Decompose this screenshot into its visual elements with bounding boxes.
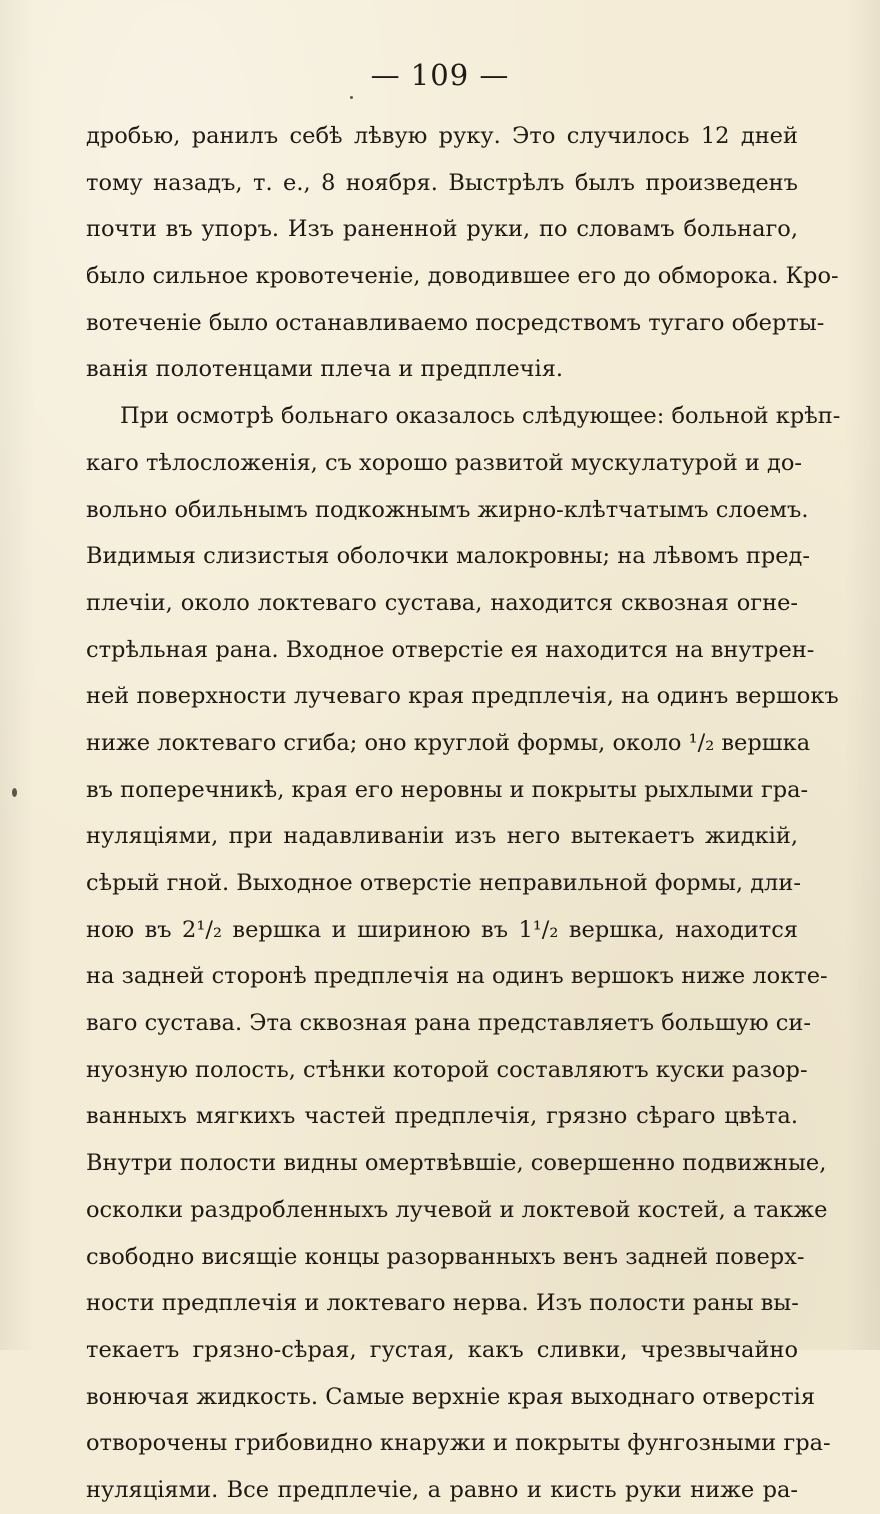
text-line: ванія полотенцами плеча и предплечія. [86,356,564,383]
text-line: свободно висящіе концы разорванныхъ венъ задней поверх- [86,1243,805,1270]
text-line: нуляціями, при надавливаніи изъ него вытекаетъ жидкій, [86,823,798,850]
text-line: тому назадъ, т. е., 8 ноября. Выстрѣлъ былъ произведенъ [86,169,798,196]
ink-speck [12,788,17,797]
text-line: на задней сторонѣ предплечія на одинъ вершокъ ниже локте- [86,963,828,990]
text-line: плечіи, около локтеваго сустава, находится сквозная огне- [86,589,798,616]
text-line: вотеченіе было останавливаемо посредствомъ тугаго оберты- [86,309,825,336]
text-line: текаетъ грязно-сѣрая, густая, какъ сливки, чрезвычайно [86,1336,798,1363]
text-line: стрѣльная рана. Входное отверстіе ея находится на внутрен- [86,636,815,663]
text-line: ниже локтеваго сгиба; оно круглой формы, около ¹/₂ вершка [86,729,811,756]
text-line: нуозную полость, стѣнки которой составляютъ куски разор- [86,1056,808,1083]
text-line: ванныхъ мягкихъ частей предплечія, грязно сѣраго цвѣта. [86,1103,798,1130]
page-number: — 109 — [370,58,510,92]
text-line: Видимыя слизистыя оболочки малокровны; на лѣвомъ пред- [86,543,811,570]
text-line: почти въ упоръ. Изъ раненной руки, по словамъ больнаго, [86,216,798,243]
body-text [86,113,841,1514]
text-line: вольно обильнымъ подкожнымъ жирно-клѣтчатымъ слоемъ. [86,496,809,523]
text-line: каго тѣлосложенія, съ хорошо развитой мускулатурой и до- [86,449,803,476]
text-line: нуляціями. Все предплечіе, а равно и кисть руки ниже ра- [86,1476,798,1503]
text-line: ною въ 2¹/₂ вершка и шириною въ 1¹/₂ вершка, находится [86,916,798,943]
text-line: было сильное кровотеченіе, доводившее его до обморока. Кро- [86,263,839,290]
text-line: сѣрый гной. Выходное отверстіе неправильной формы, дли- [86,870,801,896]
text-line: въ поперечникѣ, края его неровны и покрыты рыхлыми гра- [86,776,809,803]
text-line: осколки раздробленныхъ лучевой и локтевой костей, а также [86,1196,828,1223]
text-line: отворочены грибовидно кнаружи и покрыты фунгозными гра- [86,1430,831,1457]
text-line: ней поверхности лучеваго края предплечія, на одинъ вершокъ [86,683,839,710]
text-line: дробью, ранилъ себѣ лѣвую руку. Это случилось 12 дней [86,123,798,149]
text-line: Внутри полости видны омертвѣвшіе, совершенно подвижные, [86,1150,827,1177]
text-line: ваго сустава. Эта сквозная рана представляетъ большую си- [86,1010,811,1037]
text-line: вонючая жидкость. Самые верхніе края выходнаго отверстія [86,1383,816,1410]
ink-speck [350,96,353,99]
paragraph-start-line: При осмотрѣ больнаго оказалось слѣдующее: больной крѣп- [120,403,841,430]
text-line: ности предплечія и локтеваго нерва. Изъ полости раны вы- [86,1290,799,1317]
